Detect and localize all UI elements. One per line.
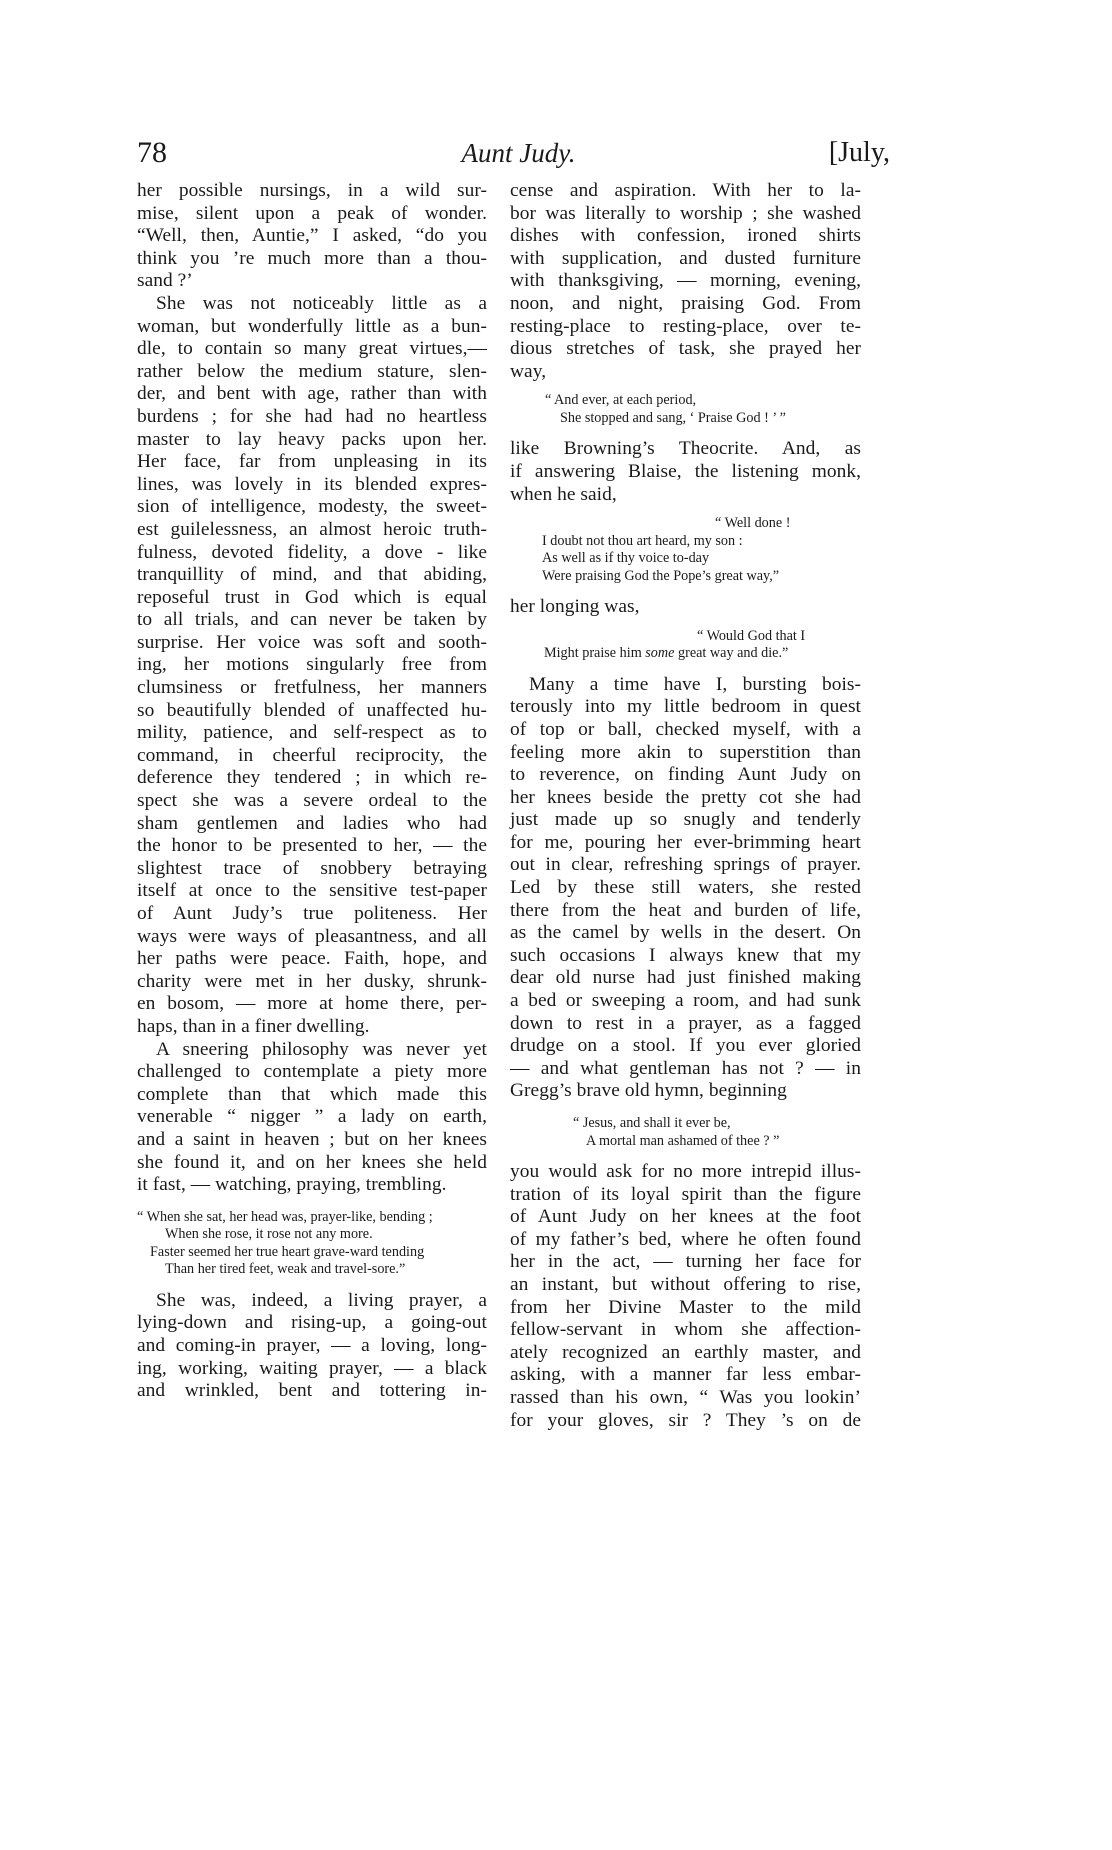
text-line: Her face, far from unpleasing in its <box>137 451 487 473</box>
page-header <box>137 128 890 178</box>
paragraph <box>510 674 861 1103</box>
text-line: dishes with confession, ironed shirts <box>510 225 861 247</box>
text-line: there from the heat and burden of life, <box>510 899 861 921</box>
text-line: down to rest in a prayer, as a fagged <box>510 1012 861 1034</box>
text-line: like Browning’s Theocrite. And, as <box>510 438 861 460</box>
text-line: challenged to contemplate a piety more <box>137 1061 487 1083</box>
verse-text: great way and die.” <box>674 645 789 662</box>
text-line: itself at once to the sensitive test-paper <box>137 880 487 902</box>
text-line: cense and aspiration. With her to la- <box>510 180 861 201</box>
text-line: burdens ; for she had had no heartless <box>137 405 487 427</box>
text-line: for your gloves, sir ? They ’s on de <box>510 1409 861 1431</box>
text-line: her paths were peace. Faith, hope, and <box>137 948 487 970</box>
text-line: and a saint in heaven ; but on her knees <box>137 1128 487 1150</box>
page-number: 78 <box>137 136 167 169</box>
text-line: en bosom, — more at home there, per- <box>137 993 487 1015</box>
text-line: the honor to be presented to her, — the <box>137 835 487 857</box>
text-line: der, and bent with age, rather than with <box>137 383 487 405</box>
text-line: ately recognized an earthly master, and <box>510 1341 861 1363</box>
verse-quotation <box>510 628 861 663</box>
text-line: dious stretches of task, she prayed her <box>510 338 861 360</box>
paragraph <box>137 1290 487 1403</box>
verse-line: “ Well done ! <box>715 515 791 532</box>
text-line: Led by these still waters, she rested <box>510 877 861 899</box>
text-line: rassed than his own, “ Was you lookin’ <box>510 1386 861 1408</box>
paragraph <box>510 180 861 383</box>
verse-line: “ And ever, at each period, <box>545 392 697 409</box>
text-line: est guilelessness, an almost heroic truth- <box>137 518 487 540</box>
text-line: she found it, and on her knees she held <box>137 1151 487 1173</box>
text-line: feeling more akin to superstition than <box>510 741 861 763</box>
text-line: reposeful trust in God which is equal <box>137 586 487 608</box>
text-line: ways were ways of pleasantness, and all <box>137 925 487 947</box>
text-line: A sneering philosophy was never yet <box>156 1038 487 1060</box>
text-line: mise, silent upon a peak of wonder. <box>137 202 487 224</box>
text-line: — and what gentleman has not ? — in <box>510 1057 861 1079</box>
text-line: sion of intelligence, modesty, the sweet- <box>137 496 487 518</box>
text-line: with thanksgiving, — morning, evening, <box>510 270 861 292</box>
text-line: ing, working, waiting prayer, — a black <box>137 1357 487 1379</box>
text-line: master to lay heavy packs upon her. <box>137 428 487 450</box>
text-line: with supplication, and dusted furniture <box>510 247 861 269</box>
text-line: so beautifully blended of unaffected hu- <box>137 699 487 721</box>
right-column <box>510 180 861 1432</box>
text-line: bor was literally to worship ; she washed <box>510 202 861 224</box>
paragraph <box>510 438 861 506</box>
paragraph <box>137 180 487 293</box>
paragraph <box>510 1161 861 1432</box>
text-line: fellow-servant in whom she affection- <box>510 1319 861 1341</box>
text-line: clumsiness or fretfulness, her manners <box>137 677 487 699</box>
running-date: [July, <box>828 137 890 168</box>
text-line: She was, indeed, a living prayer, a <box>156 1289 487 1311</box>
text-line: venerable “ nigger ” a lady on earth, <box>137 1106 487 1128</box>
text-line: her possible nursings, in a wild sur- <box>137 180 487 201</box>
text-line: tration of its loyal spirit than the figure <box>510 1183 861 1205</box>
text-line: mility, patience, and self-respect as to <box>137 722 487 744</box>
text-line: when he said, <box>510 483 617 505</box>
verse-line: When she rose, it rose not any more. <box>165 1226 373 1243</box>
verse-line: Than her tired feet, weak and travel-sore.” <box>165 1261 406 1278</box>
text-line: out in clear, refreshing springs of prayer. <box>510 854 861 876</box>
text-line: of Aunt Judy on her knees at the foot <box>510 1206 861 1228</box>
text-line: noon, and night, praising God. From <box>510 292 861 314</box>
verse-line: I doubt not thou art heard, my son : <box>542 532 743 549</box>
verse-quotation <box>137 1209 487 1279</box>
text-line: of top or ball, checked myself, with a <box>510 718 861 740</box>
text-line: She was not noticeably little as a <box>156 292 487 314</box>
text-line: “Well, then, Auntie,” I asked, “do you <box>137 225 487 247</box>
text-line: lying-down and rising-up, a going-out <box>137 1312 487 1334</box>
text-line: for me, pouring her ever-brimming heart <box>510 831 861 853</box>
left-column <box>137 180 487 1403</box>
text-line: deference they tendered ; in which re- <box>137 767 487 789</box>
text-line: sand ?’ <box>137 270 193 292</box>
emphasized-word: some <box>645 645 675 662</box>
verse-line: A mortal man ashamed of thee ? ” <box>586 1132 780 1149</box>
text-line: of my father’s bed, where he often found <box>510 1228 861 1250</box>
text-line: to all trials, and can never be taken by <box>137 609 487 631</box>
text-line: woman, but wonderfully little as a bun- <box>137 315 487 337</box>
paragraph <box>137 1039 487 1197</box>
verse-line: “ Jesus, and shall it ever be, <box>573 1115 731 1131</box>
text-line: think you ’re much more than a thou- <box>137 247 487 269</box>
verse-line <box>510 645 861 663</box>
verse-text: Might praise him <box>544 645 646 662</box>
text-line: to reverence, on finding Aunt Judy on <box>510 764 861 786</box>
text-line: her knees beside the pretty cot she had <box>510 786 861 808</box>
text-line: and coming-in prayer, — a loving, long- <box>137 1334 487 1356</box>
text-line: ing, her motions singularly free from <box>137 654 487 676</box>
text-line: lines, was lovely in its blended expres- <box>137 473 487 495</box>
text-line: dle, to contain so many great virtues,— <box>137 338 487 360</box>
verse-line: She stopped and sang, ‘ Praise God ! ’ ” <box>560 409 786 426</box>
verse-line: As well as if thy voice to-day <box>542 550 710 567</box>
text-line: charity were met in her dusky, shrunk- <box>137 970 487 992</box>
text-line: her in the act, — turning her face for <box>510 1251 861 1273</box>
paragraph <box>137 293 487 1039</box>
verse-line: Were praising God the Pope’s great way,” <box>542 567 780 584</box>
text-line: just made up so snugly and tenderly <box>510 809 861 831</box>
verse-line: “ When she sat, her head was, prayer-like, bending ; <box>137 1208 433 1225</box>
running-title: Aunt Judy. <box>461 138 576 168</box>
verse-line: “ Would God that I <box>697 627 806 644</box>
text-line: sham gentlemen and ladies who had <box>137 812 487 834</box>
text-line: an instant, but without offering to rise, <box>510 1273 861 1295</box>
text-line: you would ask for no more intrepid illus- <box>510 1161 861 1182</box>
text-line: way, <box>510 360 547 382</box>
text-line: her longing was, <box>510 596 640 618</box>
verse-line: Faster seemed her true heart grave-ward tending <box>150 1243 425 1260</box>
text-line: as the camel by wells in the desert. On <box>510 922 861 944</box>
text-line: surprise. Her voice was soft and sooth- <box>137 631 487 653</box>
text-line: complete than that which made this <box>137 1083 487 1105</box>
paragraph <box>510 596 861 619</box>
verse-quotation <box>510 515 861 585</box>
text-line: from her Divine Master to the mild <box>510 1296 861 1318</box>
text-line: it fast, — watching, praying, trembling. <box>137 1174 447 1196</box>
text-line: and wrinkled, bent and tottering in- <box>137 1380 487 1402</box>
text-line: asking, with a manner far less embar- <box>510 1364 861 1386</box>
text-line: of Aunt Judy’s true politeness. Her <box>137 903 487 924</box>
verse-quotation <box>510 392 861 427</box>
text-line: resting-place to resting-place, over te- <box>510 315 861 337</box>
text-line: command, in cheerful reciprocity, the <box>137 744 487 766</box>
text-line: haps, than in a finer dwelling. <box>137 1015 370 1037</box>
text-line: Many a time have I, bursting bois- <box>529 673 861 695</box>
text-line: rather below the medium stature, slen- <box>137 360 487 382</box>
text-line: dear old nurse had just finished making <box>510 967 861 989</box>
verse-quotation <box>510 1115 861 1150</box>
text-line: slightest trace of snobbery betraying <box>137 857 487 879</box>
text-line: terously into my little bedroom in quest <box>510 696 861 718</box>
text-line: a bed or sweeping a room, and had sunk <box>510 990 861 1012</box>
text-line: spect she was a severe ordeal to the <box>137 790 487 812</box>
text-line: if answering Blaise, the listening monk, <box>510 460 861 482</box>
text-line: drudge on a stool. If you ever gloried <box>510 1035 861 1057</box>
text-line: tranquillity of mind, and that abiding, <box>137 564 487 586</box>
text-line: Gregg’s brave old hymn, beginning <box>510 1080 787 1102</box>
text-line: such occasions I always knew that my <box>510 944 861 966</box>
text-line: fulness, devoted fidelity, a dove - like <box>137 541 487 563</box>
